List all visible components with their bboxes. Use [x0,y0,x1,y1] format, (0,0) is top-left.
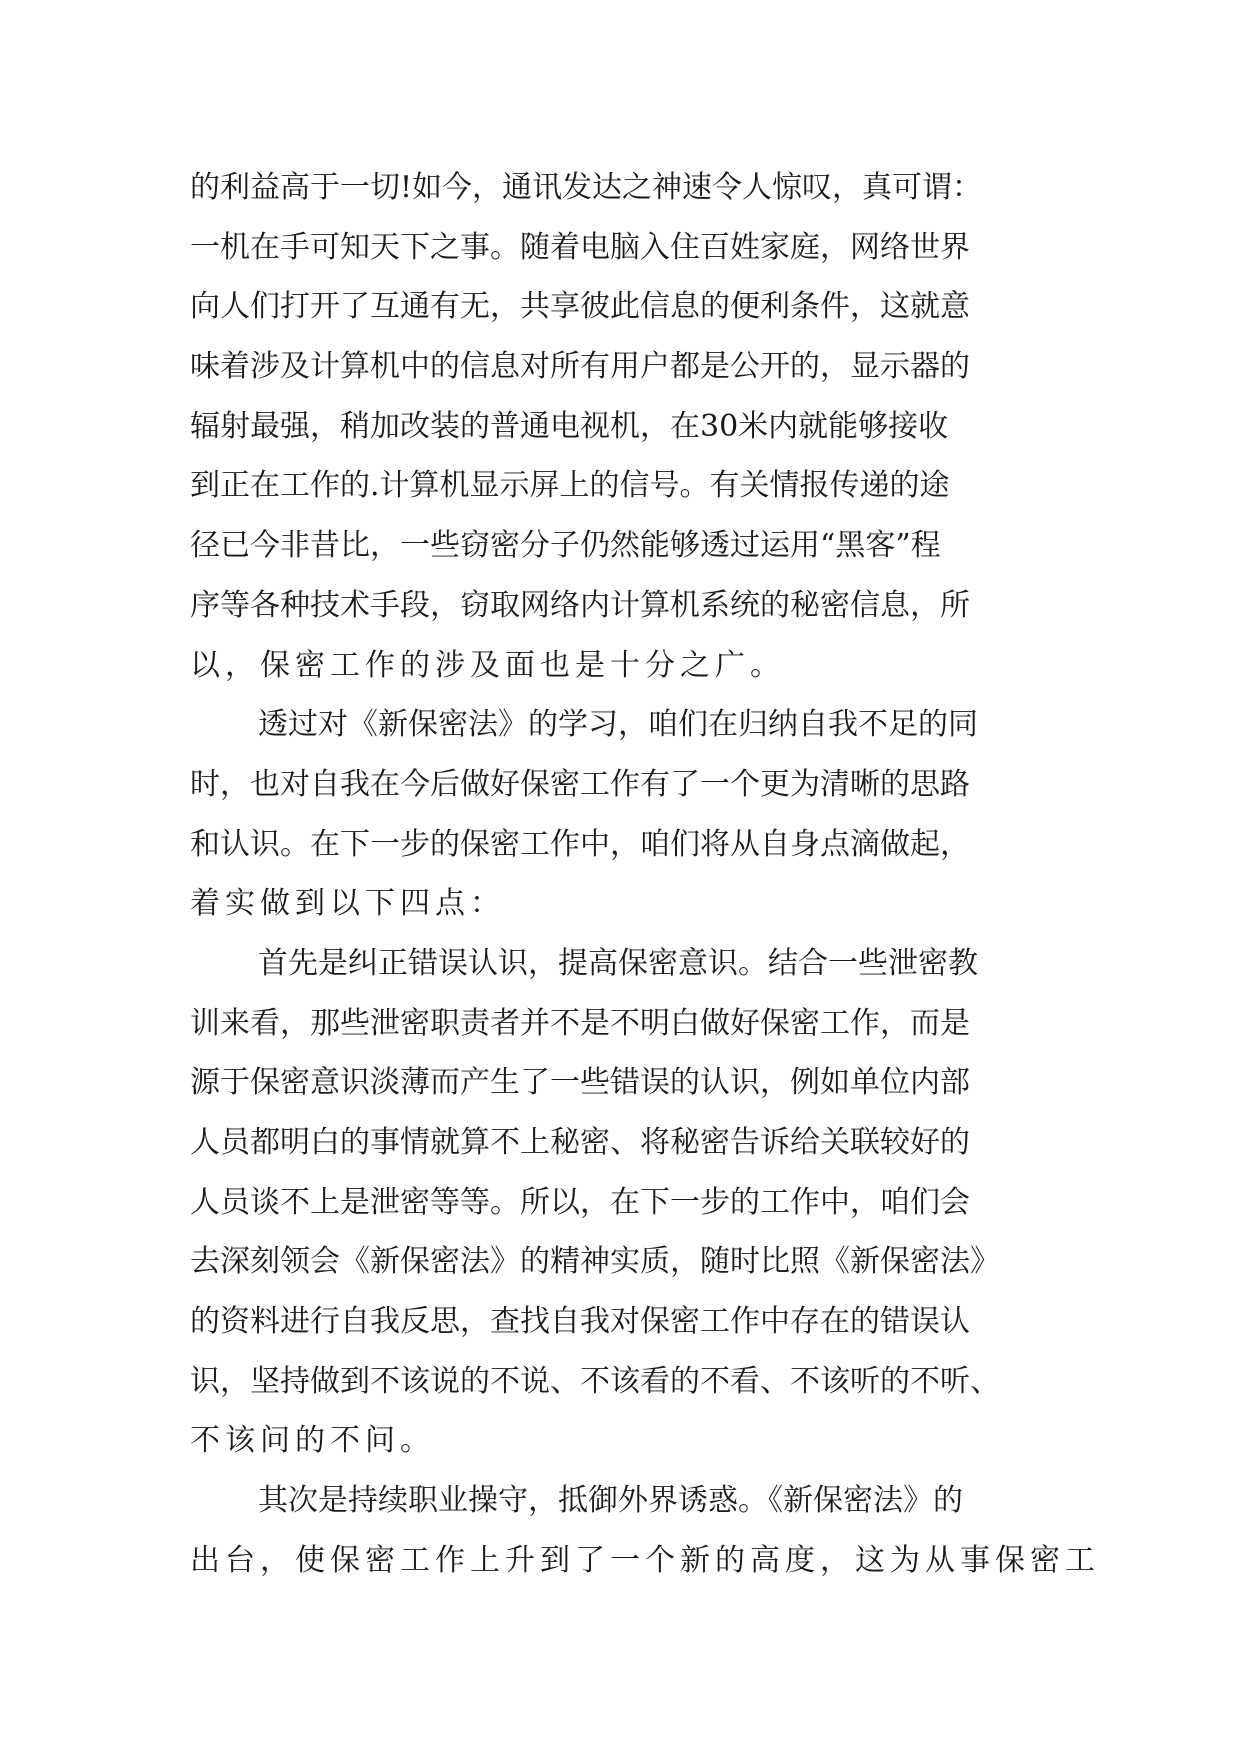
text-line: 向人们打开了互通有无，共享彼此信息的便利条件，这就意 [190,289,970,325]
text-line: 人员都明白的事情就算不上秘密、将秘密告诉给关联较好的 [190,1125,970,1160]
text-line: 人员谈不上是泄密等等。所以，在下一步的工作中，咱们会 [190,1184,970,1220]
text-line: 出台，使保密工作上升到了一个新的高度，这为从事保密工 [190,1542,1100,1578]
text-line: 辐射最强，稍加改装的普通电视机，在30米内就能够接收 [190,408,949,444]
text-line: 训来看，那些泄密职责者并不是不明白做好保密工作，而是 [190,1005,970,1041]
text-line: 不该问的不问。 [190,1423,435,1459]
text-line: 源于保密意识淡薄而产生了一些错误的认识，例如单位内部 [190,1065,970,1101]
text-line: 径已今非昔比，一些窃密分子仍然能够透过运用“黑客”程 [190,528,941,564]
text-line: 和认识。在下一步的保密工作中，咱们将从自身点滴做起， [190,826,970,862]
text-line: 以，保密工作的涉及面也是十分之广。 [190,647,785,683]
text-line: 序等各种技术手段，窃取网络内计算机系统的秘密信息，所 [190,587,970,623]
text-line: 时，也对自我在今后做好保密工作有了一个更为清晰的思路 [190,766,970,802]
text-line: 识，坚持做到不该说的不说、不该看的不看、不该听的不听、 [190,1363,1000,1399]
paragraph-first-line: 首先是纠正错误认识，提高保密意识。结合一些泄密教 [258,945,978,981]
text-line: 到正在工作的.计算机显示屏上的信号。有关情报传递的途 [190,468,950,504]
text-line: 去深刻领会《新保密法》的精神实质，随时比照《新保密法》 [190,1244,1000,1280]
text-line: 一机在手可知天下之事。随着电脑入住百姓家庭，网络世界 [190,229,970,265]
paragraph-first-line: 透过对《新保密法》的学习，咱们在归纳自我不足的同 [258,707,978,743]
body-text [190,158,1100,1591]
text-line: 的利益高于一切!如今，通讯发达之神速令人惊叹，真可谓： [190,170,983,205]
text-line: 味着涉及计算机中的信息对所有用户都是公开的，显示器的 [190,349,970,385]
paragraph-first-line: 其次是持续职业操守，抵御外界诱惑。《新保密法》的 [258,1483,963,1519]
text-line: 的资料进行自我反思，查找自我对保密工作中存在的错误认 [190,1304,970,1340]
text-line: 着实做到以下四点： [190,886,505,922]
